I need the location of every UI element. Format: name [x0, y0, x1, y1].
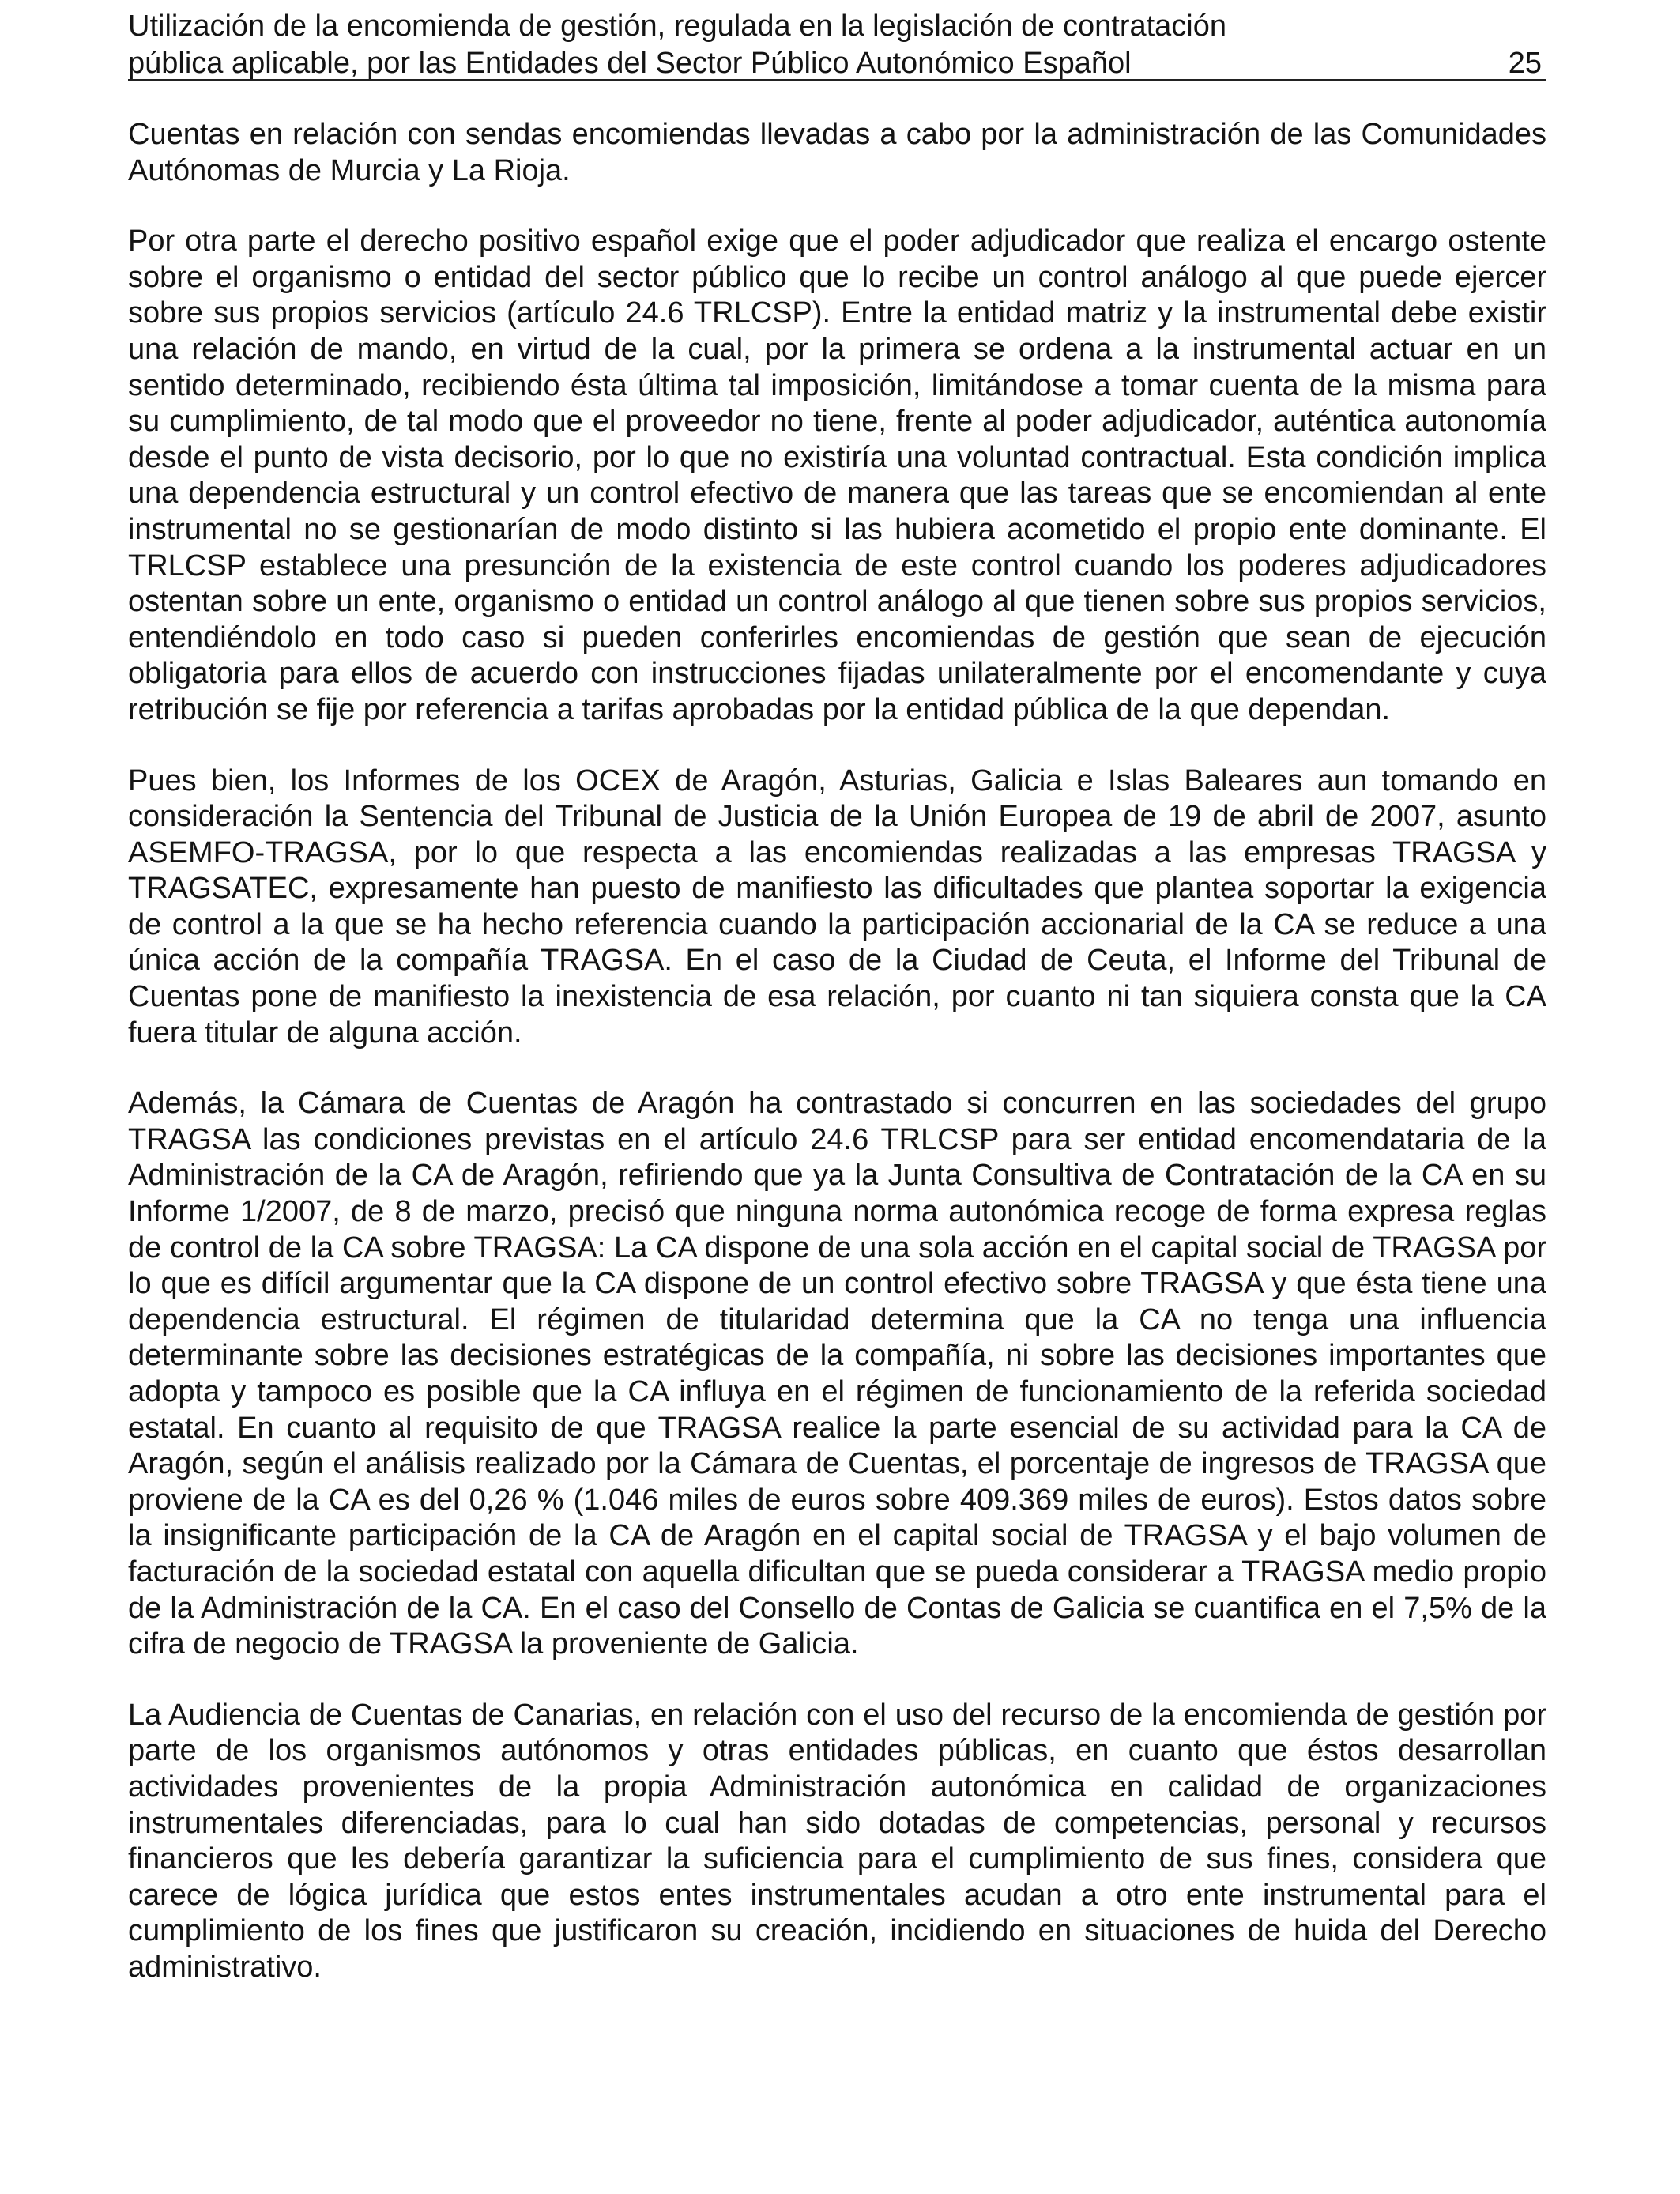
paragraph-2: Por otra parte el derecho positivo español exige que el poder adjudicador que realiza el encargo ostente sobre el organismo o entidad del sector público que lo recibe un control análogo al que puede ejercer sobre sus propios servicios (artículo 24.6 TRLCSP). Entre la entidad matriz y la instrumental debe existir una relación de mando, en virtud de la cual, por la primera se ordena a la instrumental actuar en un sentido determinado, recibiendo ésta última tal imposición, limitándose a tomar cuenta de la misma para su cumplimiento, de tal modo que el proveedor no tiene, frente al poder adjudicador, auténtica autonomía desde el punto de vista decisorio, por lo que no existiría una voluntad contractual. Esta condición implica una dependencia estructural y un control efectivo de manera que las tareas que se encomiendan al ente instrumental no se gestionarían de modo distinto si las hubiera acometido el propio ente dominante. El TRLCSP establece una presunción de la existencia de este control cuando los poderes adjudicadores ostentan sobre un ente, organismo o entidad un control análogo al que tienen sobre sus propios servicios, entendiéndolo en todo caso si pueden conferirles encomiendas de gestión que sean de ejecución obligatoria para ellos de acuerdo con instrucciones fijadas unilateralmente por el encomendante y cuya retribución se fije por referencia a tarifas aprobadas por la entidad pública de la que dependan.	[128, 224, 1546, 726]
paragraph-3: Pues bien, los Informes de los OCEX de Aragón, Asturias, Galicia e Islas Baleares aun tomando en consideración la Sentencia del Tribunal de Justicia de la Unión Europea de 19 de abril de 2007, asunto ASEMFO-TRAGSA, por lo que respecta a las encomiendas realizadas a las empresas TRAGSA y TRAGSATEC, expresamente han puesto de manifiesto las dificultades que plantea soportar la exigencia de control a la que se ha hecho referencia cuando la participación accionarial de la CA se reduce a una única acción de la compañía TRAGSA. En el caso de la Ciudad de Ceuta, el Informe del Tribunal de Cuentas pone de manifiesto la inexistencia de esa relación, por cuanto ni tan siquiera consta que la CA fuera titular de alguna acción.	[128, 763, 1546, 1050]
document-page	[128, 0, 1546, 2021]
body-text	[128, 117, 1546, 1986]
paragraph-4: Además, la Cámara de Cuentas de Aragón ha contrastado si concurren en las sociedades del grupo TRAGSA las condiciones previstas en el artículo 24.6 TRLCSP para ser entidad encomendataria de la Administración de la CA de Aragón, refiriendo que ya la Junta Consultiva de Contratación de la CA en su Informe 1/2007, de 8 de marzo, precisó que ninguna norma autonómica recoge de forma expresa reglas de control de la CA sobre TRAGSA: La CA dispone de una sola acción en el capital social de TRAGSA por lo que es difícil argumentar que la CA dispone de un control efectivo sobre TRAGSA y que ésta tiene una dependencia estructural. El régimen de titularidad determina que la CA no tenga una influencia determinante sobre las decisiones estratégicas de la compañía, ni sobre las decisiones importantes que adopta y tampoco es posible que la CA influya en el régimen de funcionamiento de la referida sociedad estatal. En cuanto al requisito de que TRAGSA realice la parte esencial de su actividad para la CA de Aragón, según el análisis realizado por la Cámara de Cuentas, el porcentaje de ingresos de TRAGSA que proviene de la CA es del 0,26 % (1.046 miles de euros sobre 409.369 miles de euros). Estos datos sobre la insignificante participación de la CA de Aragón en el capital social de TRAGSA y el bajo volumen de facturación de la sociedad estatal con aquella dificultan que se pueda considerar a TRAGSA medio propio de la Administración de la CA. En el caso del Consello de Contas de Galicia se cuantifica en el 7,5% de la cifra de negocio de TRAGSA la proveniente de Galicia.	[128, 1087, 1546, 1661]
paragraph-5: La Audiencia de Cuentas de Canarias, en relación con el uso del recurso de la encomienda de gestión por parte de los organismos autónomos y otras entidades públicas, en cuanto que éstos desarrollan actividades provenientes de la propia Administración autonómica en calidad de organizaciones instrumentales diferenciadas, para lo cual han sido dotadas de competencias, personal y recursos financieros que les debería garantizar la suficiencia para el cumplimiento de sus fines, considera que carece de lógica jurídica que estos entes instrumentales acudan a otro ente instrumental para el cumplimiento de los fines que justificaron su creación, incidiendo en situaciones de huida del Derecho administrativo.	[128, 1698, 1546, 1984]
page-number: 25	[1508, 47, 1542, 80]
running-header	[128, 0, 1546, 81]
header-title-line-1: Utilización de la encomienda de gestión, regulada en la legislación de contratación	[128, 9, 1227, 43]
header-title-line-2: pública aplicable, por las Entidades del Sector Público Autonómico Español	[128, 47, 1132, 80]
paragraph-1: Cuentas en relación con sendas encomiendas llevadas a cabo por la administración de las Comunidades Autónomas de Murcia y La Rioja.	[128, 118, 1546, 187]
header-title	[128, 8, 1432, 82]
